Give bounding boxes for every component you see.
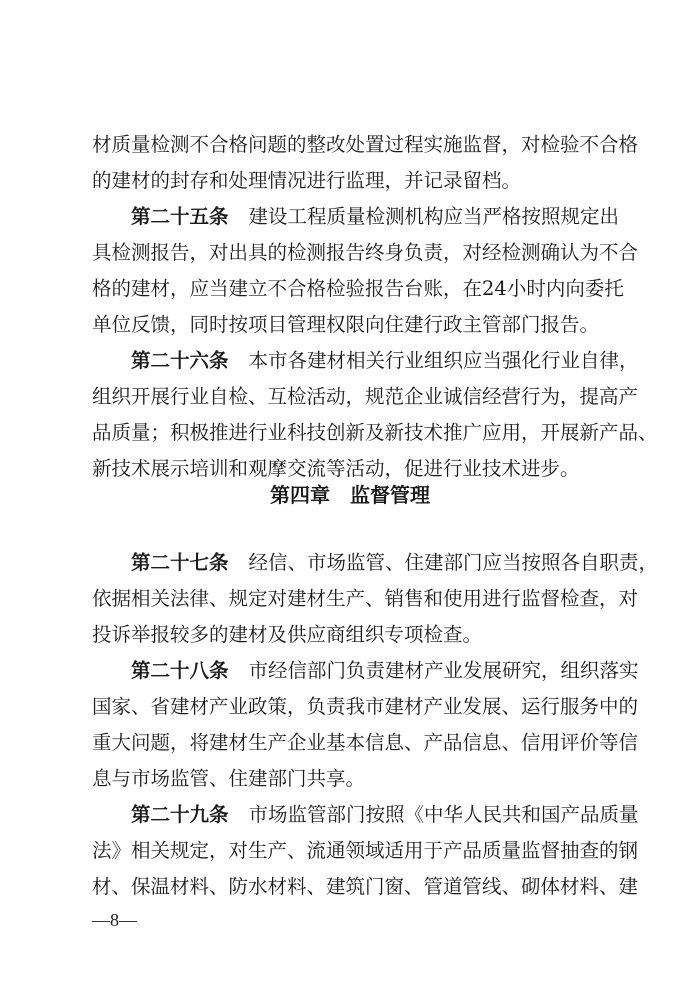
text-line: 依据相关法律、规定对建材生产、销售和使用进行监督检查，对 xyxy=(92,587,639,610)
article-number: 第二十六条 xyxy=(131,349,229,372)
text-line: 单位反馈，同时按项目管理权限向住建行政主管部门报告。 xyxy=(92,313,600,336)
text-line: 新技术展示培训和观摩交流等活动，促进行业技术进步。 xyxy=(92,457,580,480)
text-line: 材质量检测不合格问题的整改处置过程实施监督，对检验不合格 xyxy=(92,133,639,156)
article-number: 第二十七条 xyxy=(131,551,229,574)
article-text: 市场监管部门按照《中华人民共和国产品质量 xyxy=(248,803,639,826)
text-line: 具检测报告，对出具的检测报告终身负责，对经检测确认为不合 xyxy=(92,241,639,264)
article-number: 第二十八条 xyxy=(131,659,229,682)
page-number: —8— xyxy=(92,910,137,930)
text-line: 国家、省建材产业政策，负责我市建材产业发展、运行服务中的 xyxy=(92,695,639,718)
text-line: 息与市场监管、住建部门共享。 xyxy=(92,767,366,790)
article-text: 本市各建材相关行业组织应当强化行业自律， xyxy=(248,349,639,372)
article-29-first-line xyxy=(131,800,639,830)
text-line: 格的建材，应当建立不合格检验报告台账，在24小时内向委托 xyxy=(92,277,624,300)
text-line: 品质量；积极推进行业科技创新及新技术推广应用，开展新产品、 xyxy=(92,421,658,444)
text-line: 材、保温材料、防水材料、建筑门窗、管道管线、砌体材料、建 xyxy=(92,875,639,898)
article-number: 第二十五条 xyxy=(131,205,229,228)
article-25-first-line xyxy=(131,202,620,232)
article-text: 经信、市场监管、住建部门应当按照各自职责， xyxy=(248,551,659,574)
chapter-heading: 第四章 监督管理 xyxy=(270,483,430,507)
article-26-first-line xyxy=(131,346,639,376)
text-line: 的建材的封存和处理情况进行监理，并记录留档。 xyxy=(92,169,522,192)
text-line: 投诉举报较多的建材及供应商组织专项检查。 xyxy=(92,623,483,646)
article-text: 建设工程质量检测机构应当严格按照规定出 xyxy=(248,205,620,228)
text-line: 重大问题，将建材生产企业基本信息、产品信息、信用评价等信 xyxy=(92,731,639,754)
article-number: 第二十九条 xyxy=(131,803,229,826)
article-28-first-line xyxy=(131,656,639,686)
text-line: 组织开展行业自检、互检活动，规范企业诚信经营行为，提高产 xyxy=(92,385,639,408)
text-line: 法》相关规定，对生产、流通领域适用于产品质量监督抽查的钢 xyxy=(92,839,639,862)
article-27-first-line xyxy=(131,548,659,578)
article-text: 市经信部门负责建材产业发展研究，组织落实 xyxy=(248,659,639,682)
